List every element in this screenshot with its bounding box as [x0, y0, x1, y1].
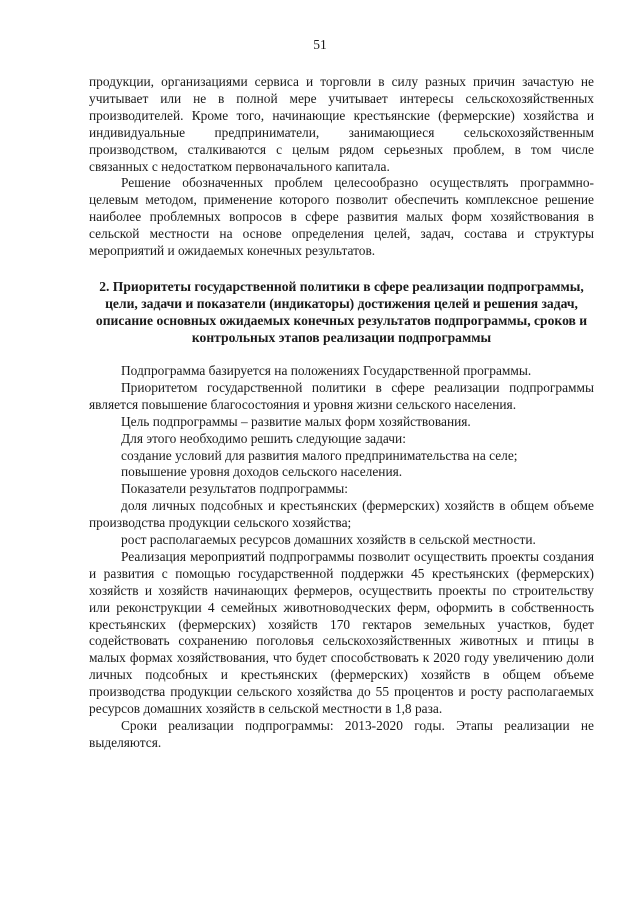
spacer	[89, 260, 594, 278]
paragraph-expected-results: Реализация мероприятий подпрограммы позволит осуществить проекты создания и развития с помощью государственной поддержки 45 крестьянских (фермерских) хозяйств и хозяйств начинающих фермеров, осуществить проекты по строительству или реконструкции 4 семейных животноводческих ферм, оформить в собственность крестьянских (фермерских) хозяйств 170 гектаров земельных участков, будет содействовать сохранению поголовья сельскохозяйственных животных и птицы в малых формах хозяйствования, что будет способствовать к 2020 году увеличению доли личных подсобных и крестьянских (фермерских) хозяйств в общем объеме производства продукции сельского хозяйства до 55 процентов и росту располагаемых ресурсов домашних хозяйств в сельской местности в 1,8 раза.	[89, 548, 594, 717]
paragraph-continuation: продукции, организациями сервиса и торговли в силу разных причин зачастую не учитывает или не в полной мере учитывает интересы сельскохозяйственных производителей. Кроме того, начинающие крестьянские (фермерские) хозяйства и индивидуальные предприниматели, занимающиеся сельскохозяйственным производством, сталкиваются с целым рядом серьезных проблем, в том числе связанных с недостатком первоначального капитала.	[89, 74, 594, 174]
document-body	[89, 74, 594, 752]
paragraph-goal: Цель подпрограммы – развитие малых форм хозяйствования.	[121, 413, 471, 429]
page-number: 51	[313, 37, 327, 52]
paragraph-tasks-intro: Для этого необходимо решить следующие задачи:	[121, 430, 406, 446]
paragraph-basis: Подпрограмма базируется на положениях Государственной программы.	[121, 362, 532, 378]
paragraph-task-1: создание условий для развития малого предпринимательства на селе;	[121, 447, 518, 463]
paragraph-indicators-intro: Показатели результатов подпрограммы:	[121, 481, 348, 497]
paragraph-indicator-2: рост располагаемых ресурсов домашних хозяйств в сельской местности.	[121, 532, 536, 548]
paragraph-problem-solution: Решение обозначенных проблем целесообразно осуществлять программно-целевым методом, применение которого позволит обеспечить комплексное решение наиболее проблемных вопросов в сфере развития малых форм хозяйствования в сельской местности на основе определения целей, задач, состава и структуры мероприятий и ожидаемых конечных результатов.	[89, 175, 594, 259]
section-heading: 2. Приоритеты государственной политики в сфере реализации подпрограммы, цели, задачи и показатели (индикаторы) достижения целей и решения задач, описание основных ожидаемых конечных результатов подпрограммы, сроков и контрольных этапов реализации подпрограммы	[95, 278, 588, 345]
paragraph-indicator-1: доля личных подсобных и крестьянских (фермерских) хозяйств в общем объеме производства продукции сельского хозяйства;	[89, 498, 594, 531]
paragraph-priority: Приоритетом государственной политики в сфере реализации подпрограммы является повышение благосостояния и уровня жизни сельского населения.	[89, 379, 594, 412]
spacer	[89, 346, 594, 363]
paragraph-task-2: повышение уровня доходов сельского населения.	[121, 464, 403, 480]
paragraph-timeline: Сроки реализации подпрограммы: 2013-2020 годы. Этапы реализации не выделяются.	[89, 718, 594, 750]
